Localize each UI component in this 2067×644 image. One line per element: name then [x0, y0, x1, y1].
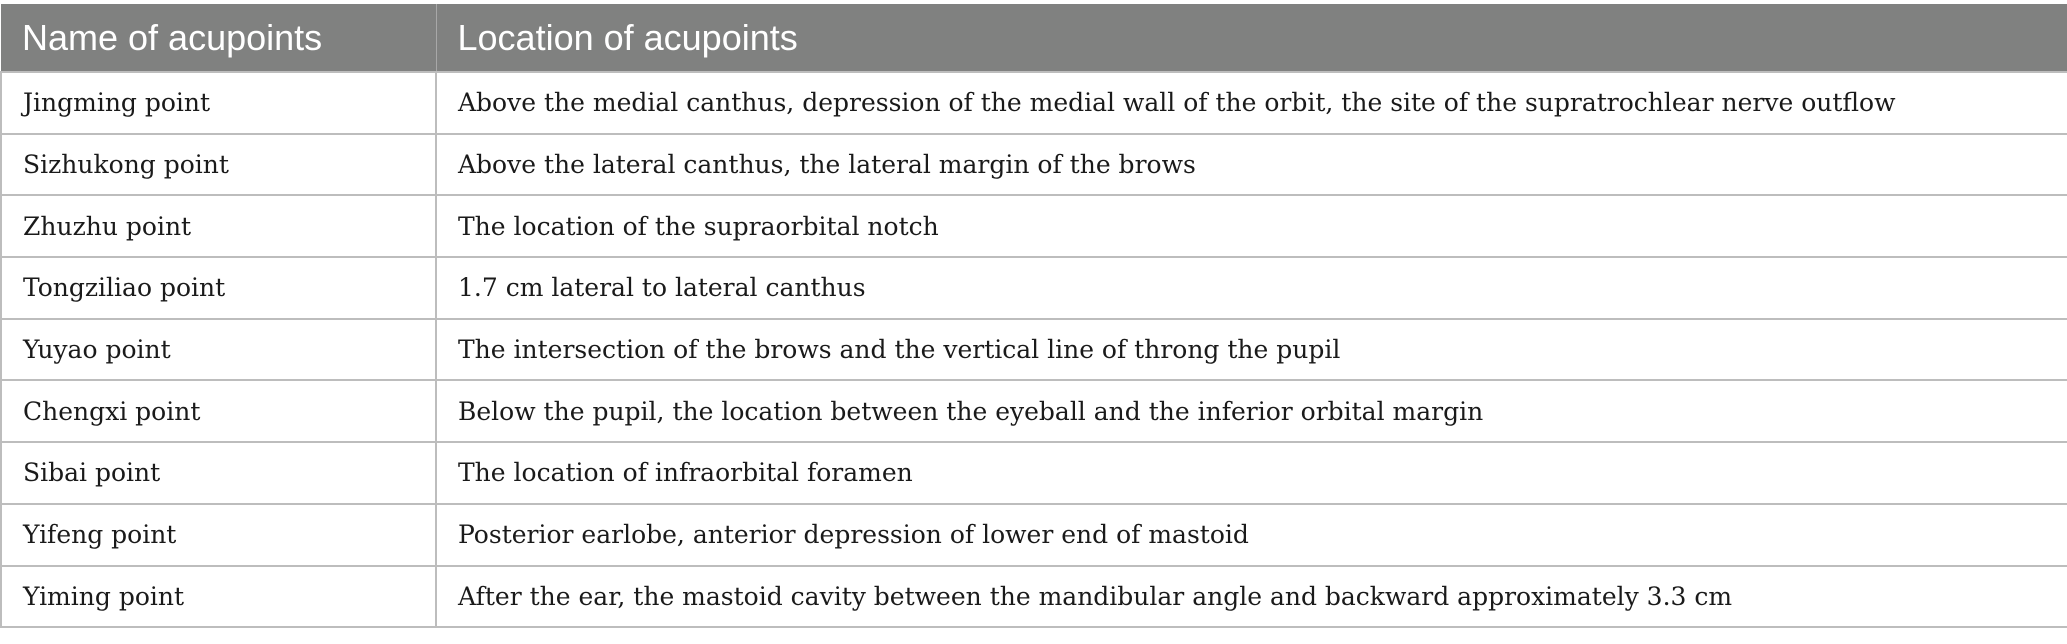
table-row: [1, 380, 2067, 442]
acupoint-location-cell: The location of the supraorbital notch: [436, 195, 2067, 257]
table-row: [1, 257, 2067, 319]
acupoints-table-container: [0, 4, 2067, 628]
header-name-of-acupoints: Name of acupoints: [1, 4, 436, 72]
acupoint-name-cell: Chengxi point: [1, 380, 436, 442]
acupoint-name-cell: Yifeng point: [1, 504, 436, 566]
acupoint-name-cell: Jingming point: [1, 72, 436, 134]
acupoint-location-cell: Above the lateral canthus, the lateral margin of the brows: [436, 134, 2067, 196]
table-row: [1, 72, 2067, 134]
header-row: [1, 4, 2067, 72]
acupoint-location-cell: The intersection of the brows and the vertical line of throng the pupil: [436, 319, 2067, 381]
acupoint-location-cell: 1.7 cm lateral to lateral canthus: [436, 257, 2067, 319]
table-body: [1, 72, 2067, 627]
table-row: [1, 319, 2067, 381]
acupoint-location-cell: Below the pupil, the location between the eyeball and the inferior orbital margin: [436, 380, 2067, 442]
acupoint-name-cell: Yiming point: [1, 566, 436, 628]
acupoint-location-cell: Above the medial canthus, depression of the medial wall of the orbit, the site of the supratrochlear nerve outflow: [436, 72, 2067, 134]
acupoint-name-cell: Tongziliao point: [1, 257, 436, 319]
table-row: [1, 134, 2067, 196]
acupoints-table: [0, 4, 2067, 628]
header-location-of-acupoints: Location of acupoints: [436, 4, 2067, 72]
table-row: [1, 195, 2067, 257]
acupoint-location-cell: After the ear, the mastoid cavity between the mandibular angle and backward approximately 3.3 cm: [436, 566, 2067, 628]
table-row: [1, 504, 2067, 566]
acupoint-name-cell: Yuyao point: [1, 319, 436, 381]
table-row: [1, 566, 2067, 628]
table-row: [1, 442, 2067, 504]
acupoint-name-cell: Zhuzhu point: [1, 195, 436, 257]
acupoint-location-cell: The location of infraorbital foramen: [436, 442, 2067, 504]
acupoint-name-cell: Sizhukong point: [1, 134, 436, 196]
table-header: [1, 4, 2067, 72]
acupoint-location-cell: Posterior earlobe, anterior depression of lower end of mastoid: [436, 504, 2067, 566]
acupoint-name-cell: Sibai point: [1, 442, 436, 504]
